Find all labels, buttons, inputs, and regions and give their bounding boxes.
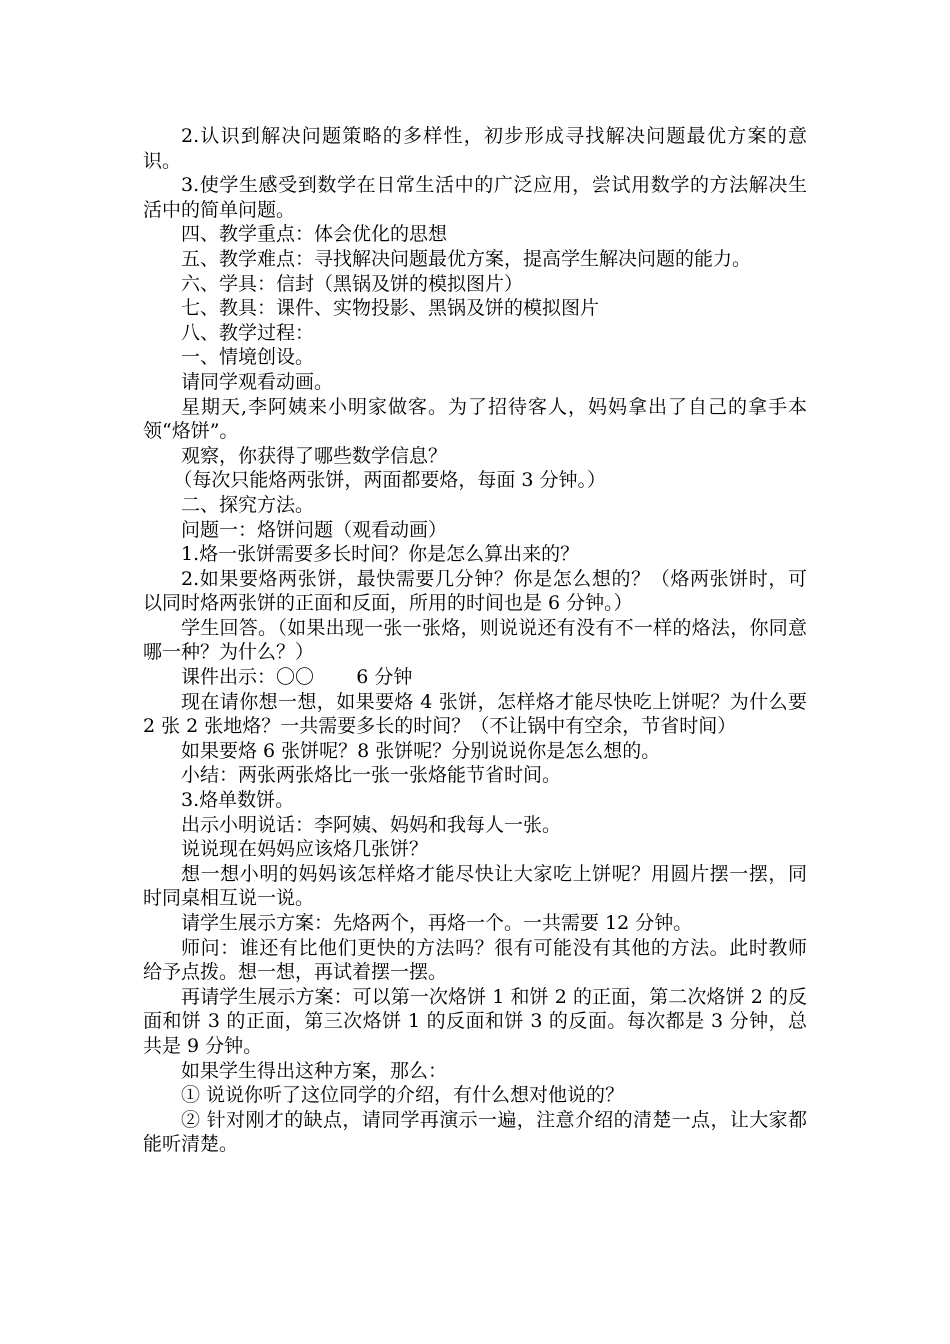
paragraph-difficulty: 五、教学难点：寻找解决问题最优方案，提高学生解决问题的能力。 — [181, 247, 752, 270]
paragraph-four-cakes: 现在请你想一想，如果要烙 4 张饼，怎样烙才能尽快吃上饼呢？为什么要 2 张 2 张地烙？一共需要多长的时间？（不让锅中有空余，节省时间） — [143, 690, 807, 738]
paragraph-info-note: （每次只能烙两张饼，两面都要烙，每面 3 分钟。） — [173, 469, 607, 492]
paragraph-section-1-heading: 一、情境创设。 — [181, 346, 315, 369]
paragraph-xiaoming-says: 出示小明说话：李阿姨、妈妈和我每人一张。 — [181, 813, 562, 836]
paragraph-summary: 小结：两张两张烙比一张一张烙能节省时间。 — [181, 764, 562, 787]
paragraph-step-2: ② 针对刚才的缺点，请同学再演示一遍，注意介绍的清楚一点，让大家都能听清楚。 — [143, 1108, 807, 1156]
paragraph-student-answer: 学生回答。（如果出现一张一张烙，则说说还有没有不一样的烙法，你同意哪一种？为什么？） — [143, 616, 807, 664]
paragraph-process-heading: 八、教学过程： — [181, 321, 315, 344]
paragraph-plan-2: 再请学生展示方案：可以第一次烙饼 1 和饼 2 的正面，第二次烙饼 2 的反面和饼 3 的正面，第三次烙饼 1 的反面和饼 3 的反面。每次都是 3 分钟，总共是 9 分钟。 — [143, 985, 807, 1057]
paragraph-teacher-tools: 七、教具：课件、实物投影、黑锅及饼的模拟图片 — [181, 297, 600, 320]
paragraph-question-1: 问题一：烙饼问题（观看动画） — [181, 518, 448, 541]
paragraph-teacher-asks: 师问：谁还有比他们更快的方法吗？很有可能没有其他的方法。此时教师给予点拨。想一想，再试着摆一摆。 — [143, 936, 807, 984]
paragraph-q1-item-2: 2.如果要烙两张饼，最快需要几分钟？你是怎么想的？（烙两张饼时，可以同时烙两张饼的正面和反面，所用的时间也是 6 分钟。） — [143, 567, 807, 615]
paragraph-key-point: 四、教学重点：体会优化的思想 — [181, 223, 448, 246]
document-body — [143, 124, 807, 1157]
paragraph-goal-2: 2.认识到解决问题策略的多样性，初步形成寻找解决问题最优方案的意识。 — [143, 125, 807, 172]
paragraph-think: 想一想小明的妈妈该怎样烙才能尽快让大家吃上饼呢？用圆片摆一摆，同时同桌相互说一说。 — [143, 862, 807, 910]
paragraph-plan-1: 请学生展示方案：先烙两个，再烙一个。一共需要 12 分钟。 — [181, 912, 693, 934]
paragraph-if-students: 如果学生得出这种方案，那么： — [181, 1059, 448, 1082]
paragraph-watch-animation: 请同学观看动画。 — [181, 370, 334, 393]
paragraph-six-eight-cakes: 如果要烙 6 张饼呢？8 张饼呢？分别说说你是怎么想的。 — [181, 739, 661, 762]
paragraph-how-many: 说说现在妈妈应该烙几张饼？ — [181, 838, 429, 861]
paragraph-odd-cakes: 3.烙单数饼。 — [181, 789, 295, 812]
paragraph-observe: 观察，你获得了哪些数学信息？ — [181, 444, 448, 467]
paragraph-courseware: 课件出示：〇〇 6 分钟 — [181, 666, 413, 689]
paragraph-section-2-heading: 二、探究方法。 — [181, 493, 315, 516]
paragraph-goal-3: 3.使学生感受到数学在日常生活中的广泛应用，尝试用数学的方法解决生活中的简单问题。 — [143, 174, 807, 221]
paragraph-student-tools: 六、学具：信封（黑锅及饼的模拟图片） — [181, 272, 524, 295]
paragraph-q1-item-1: 1.烙一张饼需要多长时间？你是怎么算出来的？ — [181, 543, 580, 566]
paragraph-step-1: ① 说说你听了这位同学的介绍，有什么想对他说的？ — [181, 1084, 625, 1107]
paragraph-story: 星期天,李阿姨来小明家做客。为了招待客人，妈妈拿出了自己的拿手本领“烙饼”。 — [143, 395, 807, 443]
